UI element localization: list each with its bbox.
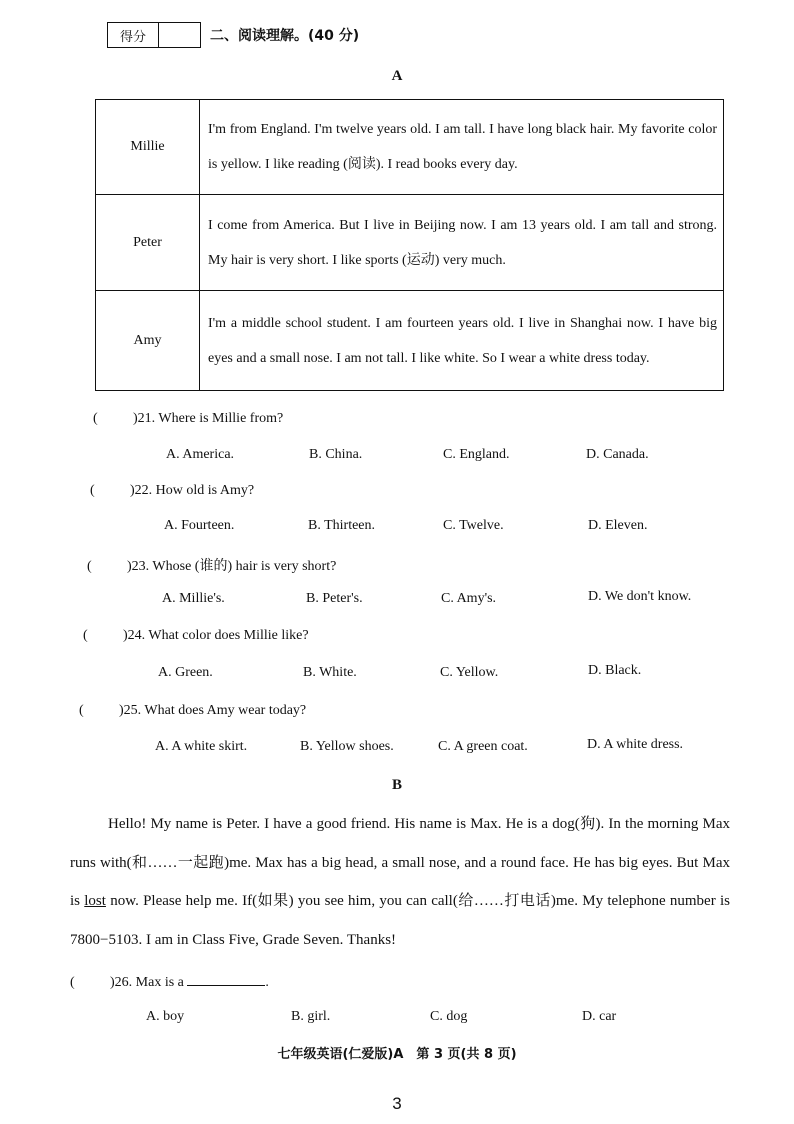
question-text: 24. What color does Millie like? bbox=[127, 628, 309, 643]
person-name: Amy bbox=[96, 291, 200, 391]
option-a[interactable]: A. A white skirt. bbox=[155, 739, 248, 754]
question-text: 25. What does Amy wear today? bbox=[123, 703, 307, 718]
question-26: ( )26. Max is a . bbox=[70, 971, 269, 991]
option-d[interactable]: D. We don't know. bbox=[588, 589, 692, 604]
section-title: 二、阅读理解。(40 分) bbox=[210, 28, 360, 44]
option-b[interactable]: B. Thirteen. bbox=[308, 518, 376, 533]
option-a[interactable]: A. Millie's. bbox=[162, 591, 225, 606]
option-d[interactable]: D. Black. bbox=[588, 663, 642, 678]
page-footer: 七年级英语(仁爱版)A 第 3 页(共 8 页) bbox=[277, 1047, 517, 1062]
score-label: 得分 bbox=[108, 23, 159, 47]
option-b[interactable]: B. China. bbox=[309, 447, 363, 462]
option-c[interactable]: C. dog bbox=[430, 1009, 468, 1024]
option-a[interactable]: A. Fourteen. bbox=[164, 518, 235, 533]
option-c[interactable]: C. England. bbox=[443, 447, 510, 462]
option-c[interactable]: C. Twelve. bbox=[443, 518, 504, 533]
answer-bracket[interactable]: ( bbox=[93, 411, 98, 426]
answer-bracket[interactable]: ( bbox=[90, 483, 95, 498]
option-c[interactable]: C. Amy's. bbox=[441, 591, 497, 606]
question-text: 22. How old is Amy? bbox=[134, 483, 255, 498]
table-row bbox=[96, 100, 724, 195]
question-text: 26. Max is a bbox=[114, 975, 184, 990]
question-22: ( )22. How old is Amy? bbox=[90, 483, 255, 498]
option-b[interactable]: B. Peter's. bbox=[306, 591, 363, 606]
person-name: Millie bbox=[96, 100, 200, 195]
table-row bbox=[96, 291, 724, 391]
question-23: ( )23. Whose (谁的) hair is very short? bbox=[87, 559, 337, 574]
question-25: ( )25. What does Amy wear today? bbox=[79, 703, 307, 718]
option-a[interactable]: A. boy bbox=[146, 1009, 185, 1024]
score-box bbox=[107, 22, 201, 48]
table-row bbox=[96, 195, 724, 291]
question-24: ( )24. What color does Millie like? bbox=[83, 628, 309, 643]
answer-bracket[interactable]: ( bbox=[70, 975, 75, 990]
option-b[interactable]: B. girl. bbox=[291, 1009, 331, 1024]
part-b-label: B bbox=[391, 777, 402, 793]
person-description: I come from America. But I live in Beijing now. I am 13 years old. I am tall and strong. My hair is very short. I like sports (运动) very much. bbox=[200, 195, 724, 291]
option-a[interactable]: A. America. bbox=[166, 447, 235, 462]
option-d[interactable]: D. car bbox=[582, 1009, 617, 1024]
option-b[interactable]: B. White. bbox=[303, 665, 357, 680]
passage-b: Hello! My name is Peter. I have a good friend. His name is Max. He is a dog(狗). In the morning Max runs with(和……一起跑)me. Max has a big head, a small nose, and a round face. He has big eyes. But Max is lost now. Please help me. If(如果) you see him, you can call(给……打电话)me. My telephone number is 7800−5103. I am in Class Five, Grade Seven. Thanks! bbox=[70, 816, 730, 948]
underlined-word: lost bbox=[84, 893, 106, 909]
answer-bracket[interactable]: ( bbox=[87, 559, 92, 574]
person-name: Peter bbox=[96, 195, 200, 291]
option-d[interactable]: D. Eleven. bbox=[588, 518, 648, 533]
option-d[interactable]: D. A white dress. bbox=[587, 737, 684, 752]
answer-bracket[interactable]: ( bbox=[83, 628, 88, 643]
info-table bbox=[95, 99, 724, 391]
option-a[interactable]: A. Green. bbox=[158, 665, 213, 680]
option-c[interactable]: C. A green coat. bbox=[438, 739, 528, 754]
person-description: I'm a middle school student. I am fourteen years old. I live in Shanghai now. I have big eyes and a small nose. I am not tall. I like white. So I wear a white dress today. bbox=[200, 291, 724, 391]
option-d[interactable]: D. Canada. bbox=[586, 447, 649, 462]
answer-bracket[interactable]: ( bbox=[79, 703, 84, 718]
answer-blank[interactable] bbox=[187, 971, 265, 986]
person-description: I'm from England. I'm twelve years old. I am tall. I have long black hair. My favorite color is yellow. I like reading (阅读). I read books every day. bbox=[200, 100, 724, 195]
option-b[interactable]: B. Yellow shoes. bbox=[300, 739, 394, 754]
score-field[interactable] bbox=[159, 23, 200, 47]
question-text: 21. Where is Millie from? bbox=[137, 411, 284, 426]
part-a-label: A bbox=[391, 68, 403, 84]
page-number: 3 bbox=[392, 1094, 402, 1113]
question-21: ( )21. Where is Millie from? bbox=[93, 411, 284, 426]
option-c[interactable]: C. Yellow. bbox=[440, 665, 499, 680]
question-text: 23. Whose (谁的) hair is very short? bbox=[131, 559, 337, 574]
